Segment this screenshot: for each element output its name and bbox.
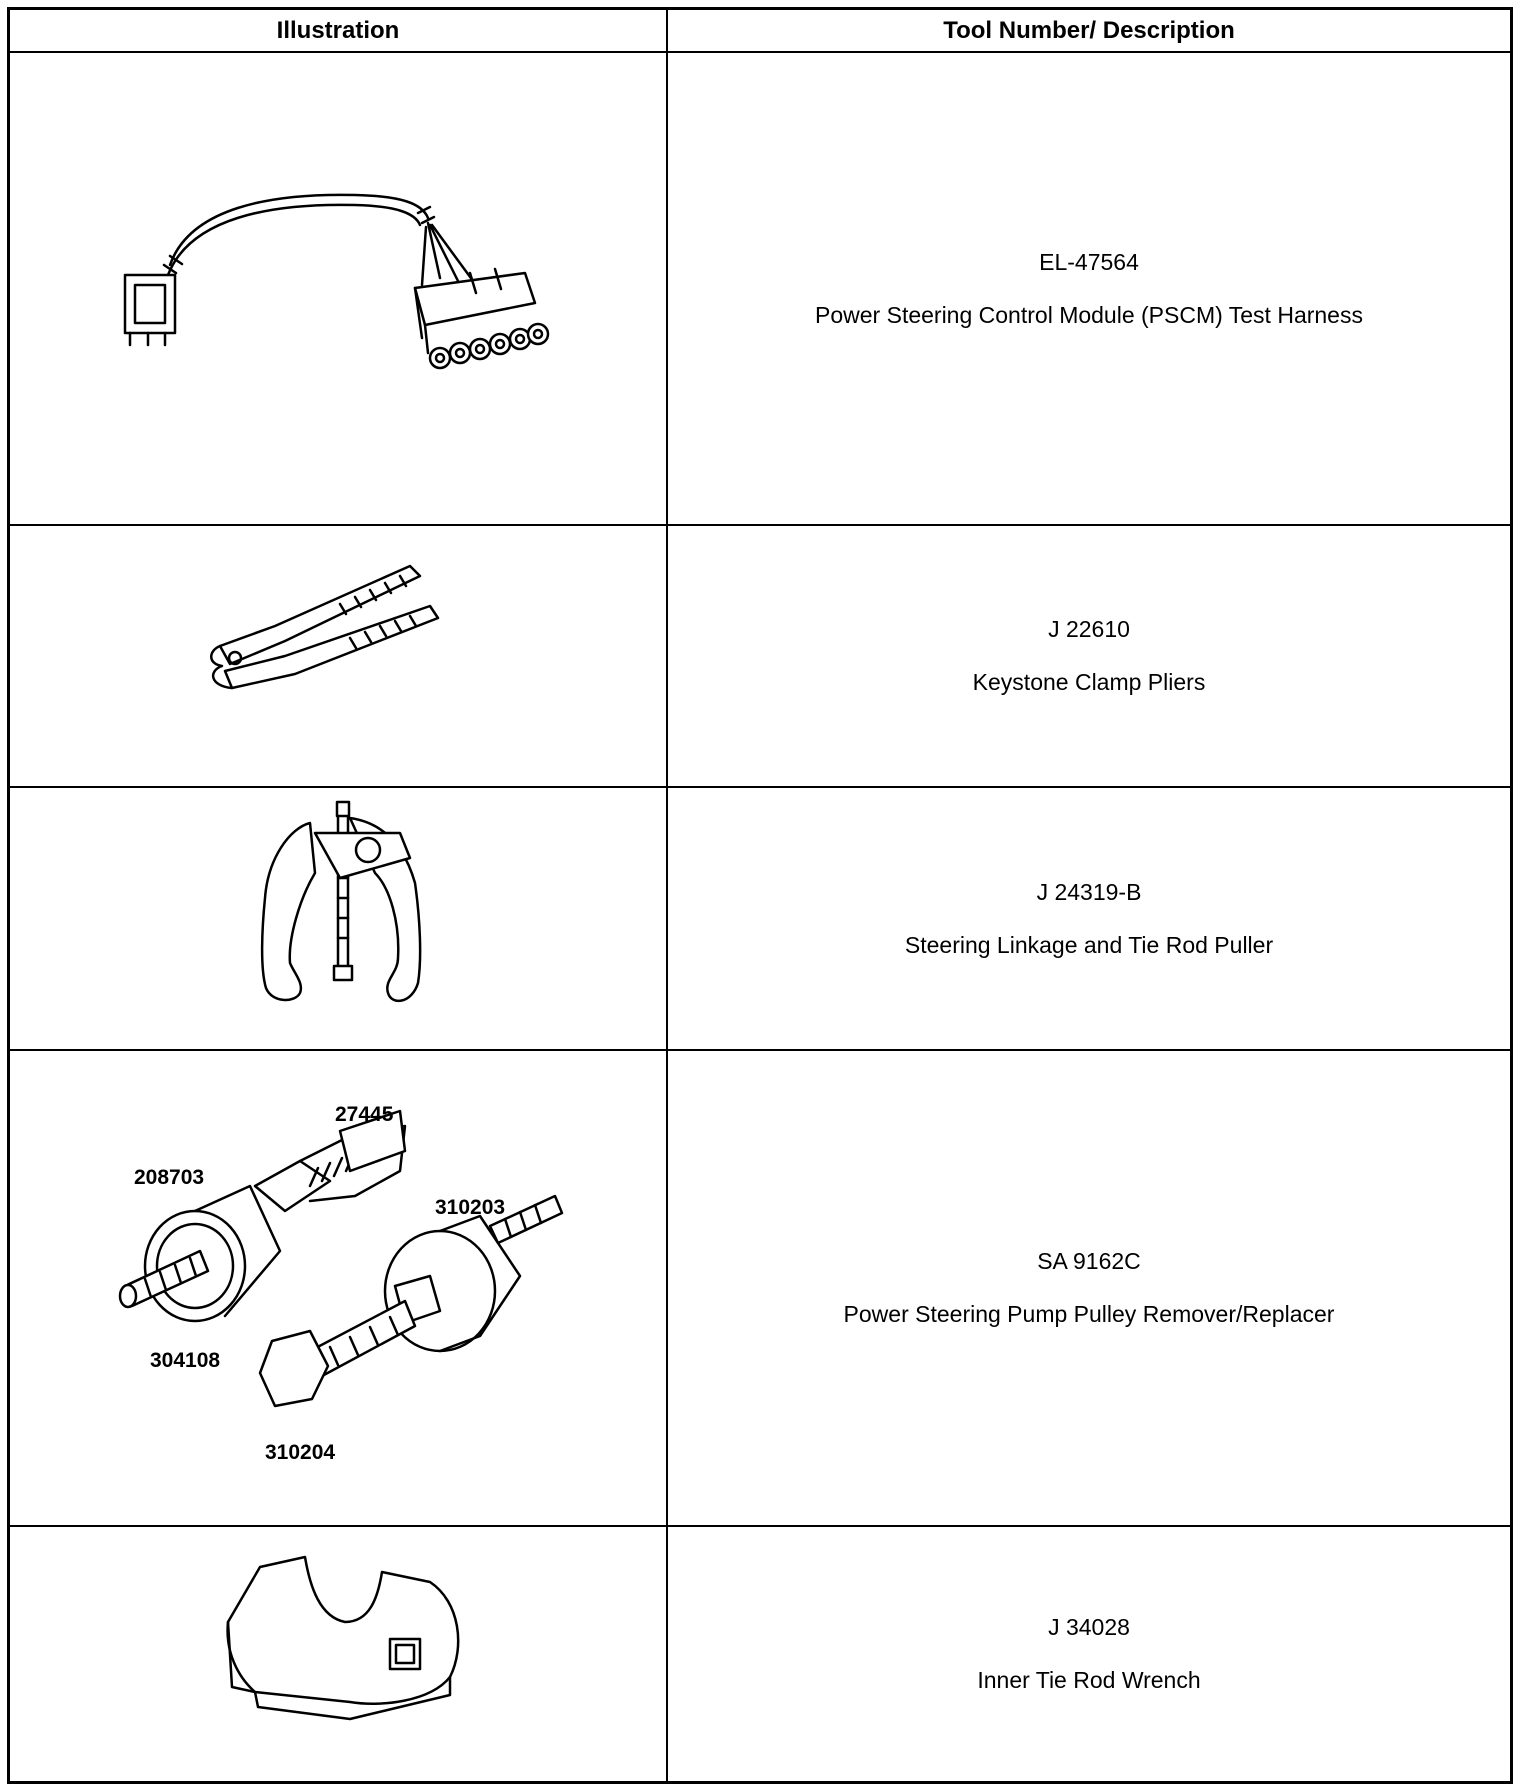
tool-description: Steering Linkage and Tie Rod Puller — [904, 931, 1274, 958]
special-tools-table — [7, 7, 1513, 1784]
tie-rod-puller-illustration — [10, 788, 666, 1049]
tool-description: Keystone Clamp Pliers — [972, 669, 1206, 695]
callout-27445: 27445 — [335, 1103, 394, 1126]
tool-description: Power Steering Pump Pulley Remover/Replacer — [843, 1301, 1335, 1327]
tool-number: J 22610 — [1048, 616, 1130, 642]
test-harness-illustration — [10, 53, 666, 524]
tool-number: SA 9162C — [1037, 1248, 1141, 1274]
clamp-pliers-illustration — [10, 526, 666, 786]
tool-number: J 24319-B — [1036, 878, 1142, 905]
tool-row — [668, 53, 1510, 524]
tie-rod-wrench-illustration — [10, 1527, 666, 1781]
tool-row — [668, 526, 1510, 786]
callout-310203: 310203 — [435, 1196, 506, 1219]
pulley-tool-illustration — [10, 1051, 666, 1525]
callout-304108: 304108 — [150, 1349, 221, 1372]
tool-row — [668, 1051, 1510, 1525]
tool-number: EL-47564 — [1039, 248, 1139, 275]
tool-description: Power Steering Control Module (PSCM) Test Harness — [815, 301, 1363, 328]
tool-row — [668, 1527, 1510, 1781]
tool-description: Inner Tie Rod Wrench — [977, 1667, 1201, 1693]
tool-number: J 34028 — [1048, 1614, 1130, 1640]
header-illustration: Illustration — [276, 16, 400, 44]
header-tool-description: Tool Number/ Description — [943, 16, 1235, 44]
callout-310204: 310204 — [265, 1441, 336, 1464]
callout-208703: 208703 — [134, 1166, 205, 1189]
tool-row — [668, 788, 1510, 1049]
